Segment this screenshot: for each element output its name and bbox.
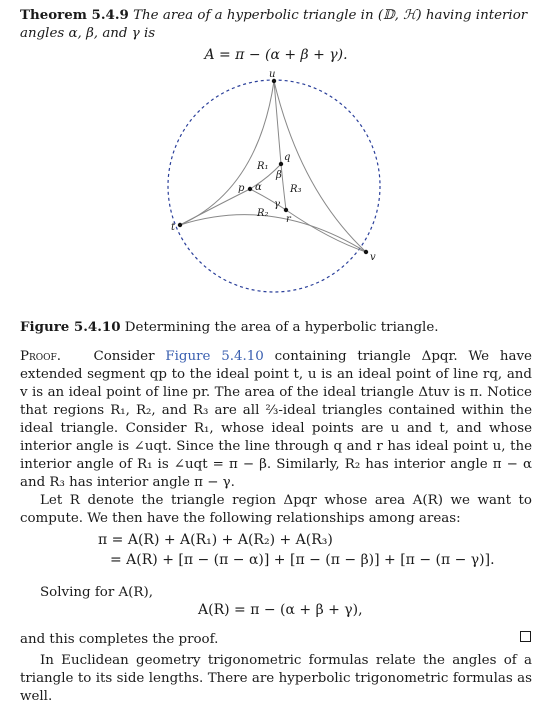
boundary-circle [168,80,380,292]
proof-body [20,348,532,528]
label-R2: R₂ [257,208,269,219]
theorem-formula: A = π − (α + β + γ). [204,47,348,63]
ideal-side-ut [180,81,274,225]
caption-text: Determining the area of a hyperbolic triangle. [124,320,439,335]
theorem-text: The area of a hyperbolic triangle in (𝔻, ℋ) having interior angles α, β, and γ is [20,8,528,41]
proof-p1-rest: containing triangle Δpqr. We have extended segment qp to the ideal point t, u is an ideal point of line rq, and v is an ideal point of line pr. The area of the ideal triangle Δtuv is π. Notice that regions R₁, R₂, and R₃ are all ⅔-ideal triangles contained within the ideal triangle. Consider R₁, whose ideal points are u and t, and whose interior angle is ∠uqt. Since the line through q and r has ideal point u, the interior angle of R₁ is ∠uqt = π − β. Similarly, R₂ has interior angle π − α and R₃ has interior angle π − γ. [20,349,532,490]
label-R1: R₁ [257,161,269,172]
label-u: u [269,70,276,80]
figure-caption [20,318,532,337]
label-gamma: γ [274,199,280,210]
label-v: v [370,252,376,263]
following-paragraph: In Euclidean geometry trigonometric formulas relate the angles of a triangle to its side lengths. There are hyperbolic trigonometric formulas as well. [20,653,532,704]
caption-label: Figure 5.4.10 [20,319,121,335]
solving-line: Solving for A(R), [40,585,153,600]
line-uqr [274,81,286,210]
label-r: r [286,214,291,225]
label-R3: R₃ [290,184,302,195]
label-q: q [284,152,291,163]
hyperbolic-triangle-figure [150,70,400,302]
theorem-label: Theorem 5.4.9 [20,7,129,23]
point-v [364,250,368,254]
equation-2: = A(R) + [π − (π − α)] + [π − (π − β)] + [π − (π − γ)]. [110,552,495,568]
label-p: p [238,183,245,194]
point-t [178,223,182,227]
label-alpha: α [255,182,262,193]
point-q [279,162,283,166]
qed-box-icon [520,631,531,642]
proof-p1-start: Consider [93,349,166,364]
proof-p2: Let R denote the triangle region Δpqr whose area A(R) we want to compute. We then have the following relationships among areas: [20,493,532,526]
equation-1: π = A(R) + A(R₁) + A(R₂) + A(R₃) [98,532,333,548]
point-p [248,187,252,191]
label-t: t [171,222,176,233]
ideal-side-uv [274,81,366,252]
label-beta: β [276,170,282,181]
theorem-statement [20,6,532,43]
ideal-side-tv [180,215,366,252]
point-r [284,208,288,212]
proof-heading: Proof. [20,349,62,364]
figure-reference-link[interactable]: Figure 5.4.10 [165,349,264,364]
equation-3: A(R) = π − (α + β + γ), [198,602,363,618]
proof-closing: and this completes the proof. [20,632,219,647]
